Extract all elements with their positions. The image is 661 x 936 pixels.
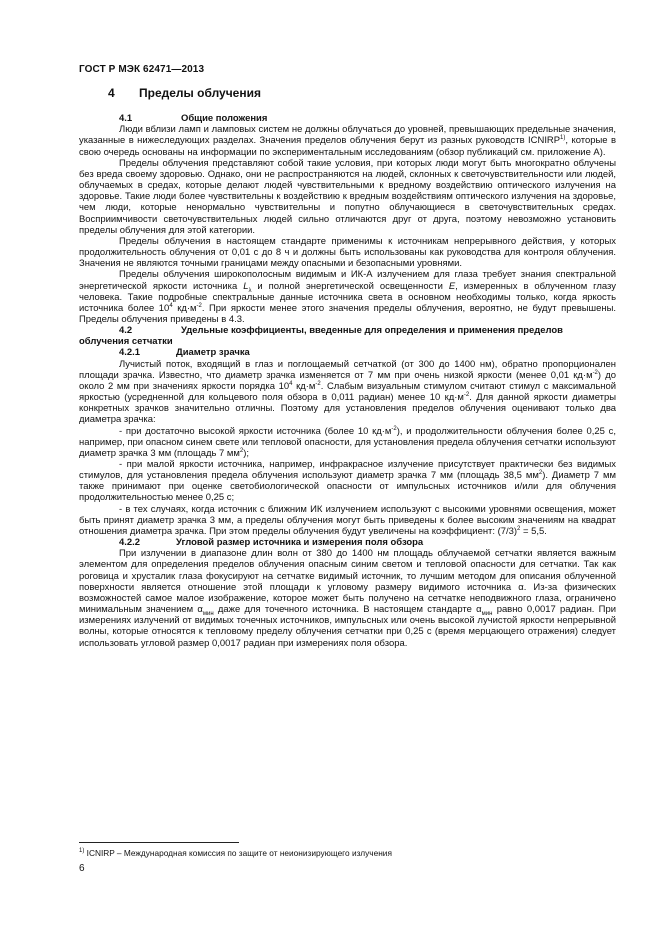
paragraph: Люди вблизи ламп и ламповых систем не должны облучаться до уровней, превышающих предельные значения, указанные в нижеследующих разделах. Значения пределов облучения берут из разных руководств ICNIRP$^{1)}$, которые в свою очередь основаны на информации по экспериментальным исследованиям (обзор публикаций см. приложение А). (79, 124, 616, 158)
subsection-4-2-1-heading (79, 347, 616, 358)
paragraph: Пределы облучения в настоящем стандарте применимы к источникам непрерывного действия, у которых продолжительность облучения от 0,01 с до 8 ч и должны быть использованы как руководства для контроля облучения. Значения не являются точными границами между опасными и безопасными уровнями. (79, 235, 616, 270)
paragraph: Пределы облучения широкополосным видимым и ИК-А излучением для глаза требует знания спектральной энергетической яркости источника $L_\lambda$ и полной энергетической освещенности E, измеренных в облученном глазу человека. Такие подробные спектральные данные источника света в основном необходимы только, когда яркость источника более $10^4$ $кд\cdot м^{-2}$. При яркости менее этого значения пределы облучения, вероятно, не будут превышены. Пределы облучения приведены в 4.3. (79, 269, 616, 325)
subsection-number: 4.1 (119, 113, 133, 125)
subsection-number: 4.2.2 (119, 537, 140, 549)
paragraph: Пределы облучения представляют собой такие условия, при которых люди могут быть многократно облучены без вреда своему здоровью. Однако, они не распространяются на людей, склонных к светочувствительности или людей, облучаемых в средах, которые делают людей чувствительными к вредному воздействию оптического излучения на здоровье. Такие люди более чувствительны к воздействию к вредным воздействиям оптического излучения на здоровье, чем люди, которые ненормально чувствительны и попутно облучающиеся в светочувствительных средах. Восприимчивости светочувствительных людей сильно отличаются друг от друга, поэтому невозможно установить пределы облучения для этой категории. (79, 157, 616, 236)
body-text (79, 88, 616, 649)
list-item: - при малой яркости источника, например, инфракрасное излучение присутствует практически без видимых стимулов, для установления предела облучения используют диаметр зрачка 7 мм (площадь 38,5 $мм^2$). Диаметр 7 мм также принимают при оценке светобиологической опасности от импульсных источников и/или для облучения продолжительностью менее 0,25 с; (79, 459, 616, 504)
subsection-4-2-2-heading (79, 537, 616, 548)
footnote-ref: 1) (560, 135, 566, 142)
subsection-number: 4.2.1 (119, 347, 140, 359)
subsection-title-line1: Удельные коэффициенты, введенные для определения и применения пределов (181, 325, 563, 337)
paragraph: При излучении в диапазоне длин волн от 380 до 1400 нм площадь облучаемой сетчатки является важным элементом для определения пределов облучения опасным синим светом и тепловой опасности для сетчатки. Так как роговица и хрусталик глаза фокусируют на сетчатке видимый источник, то лучшим методом для описания облученной поверхности является отношение этой площади к угловому размеру видимого источника α. Из-за физических возможностей самое малое изображение, которое может быть получено на сетчатке неподвижного глаза, ограничено минимальным значением $\alpha_{мин}$ даже для точечного источника. В настоящем стандарте $\alpha_{мин}$ равно 0,0017 радиан. При измерениях излучений от видимых точечных источников, импульсных или очень высокой лучистой яркости непрерывной волны, которые относятся к тепловому пределу облучения сетчатки при 0,25 с (время мерцающего отражения) следует использовать угловой размер 0,0017 радиан при измерениях поля обзора. (79, 548, 616, 649)
subsection-title: Диаметр зрачка (176, 347, 250, 359)
subsection-number: 4.2 (119, 325, 133, 337)
subsection-4-1-heading (79, 113, 616, 124)
paragraph: Лучистый поток, входящий в глаз и поглощаемый сетчаткой (от 300 до 1400 нм), обратно пропорционален площади зрачка. Известно, что диаметр зрачка изменяется от 7 мм при очень низкой яркости (менее 0,01 $кд\cdot м^{-2}$) до около 2 мм при значениях яркости порядка $10^4$ $кд\cdot м^{-2}$. Слабым визуальным стимулом считают стимул с максимальной яркостью (усредненной для кольцевого поля обзора в 0,011 радиан) менее 10 $кд\cdot м^{-2}$. Для данной яркости диаметры конкретных зрачков значительно отличны. Поэтому для установления пределов облучения оценивают только два диаметра зрачка: (79, 358, 617, 426)
footnote-text: ICNIRP – Международная комиссия по защите от неионизирующего излучения (84, 848, 392, 858)
footnote (79, 848, 616, 858)
standard-header: ГОСТ Р МЭК 62471—2013 (79, 64, 205, 75)
list-item: - при достаточно высокой яркости источника (более 10 $кд\cdot м^{-2}$), и продолжительности облучения более 0,25 с, например, при опасном синем свете или тепловой опасности, для установления предела облучения сетчатки используют диаметр зрачка 3 мм (площадь 7 $мм^2$); (79, 425, 616, 459)
section-title: Пределы облучения (139, 86, 261, 100)
subsection-title: Угловой размер источника и измерения поля обзора (176, 537, 424, 549)
section-number: 4 (108, 86, 115, 100)
subsection-title: Общие положения (181, 113, 268, 125)
section-4-heading (79, 88, 616, 99)
footnote-divider (79, 842, 239, 843)
page-number: 6 (79, 863, 85, 874)
footnote-mark: 1) (79, 848, 85, 855)
subsection-4-2-heading (79, 325, 616, 347)
subsection-title-line2: облучения сетчатки (79, 336, 173, 348)
list-item: - в тех случаях, когда источник с ближним ИК излучением используют с высокими уровнями освещения, может быть принят диаметр зрачка 3 мм, а пределы облучения могут быть приведены к более высоким значениям на квадрат отношения диаметра зрачка. При этом пределы облучения будут увеличены на коэффициент: $(7/3)^2 = 5,5$. (79, 503, 616, 537)
